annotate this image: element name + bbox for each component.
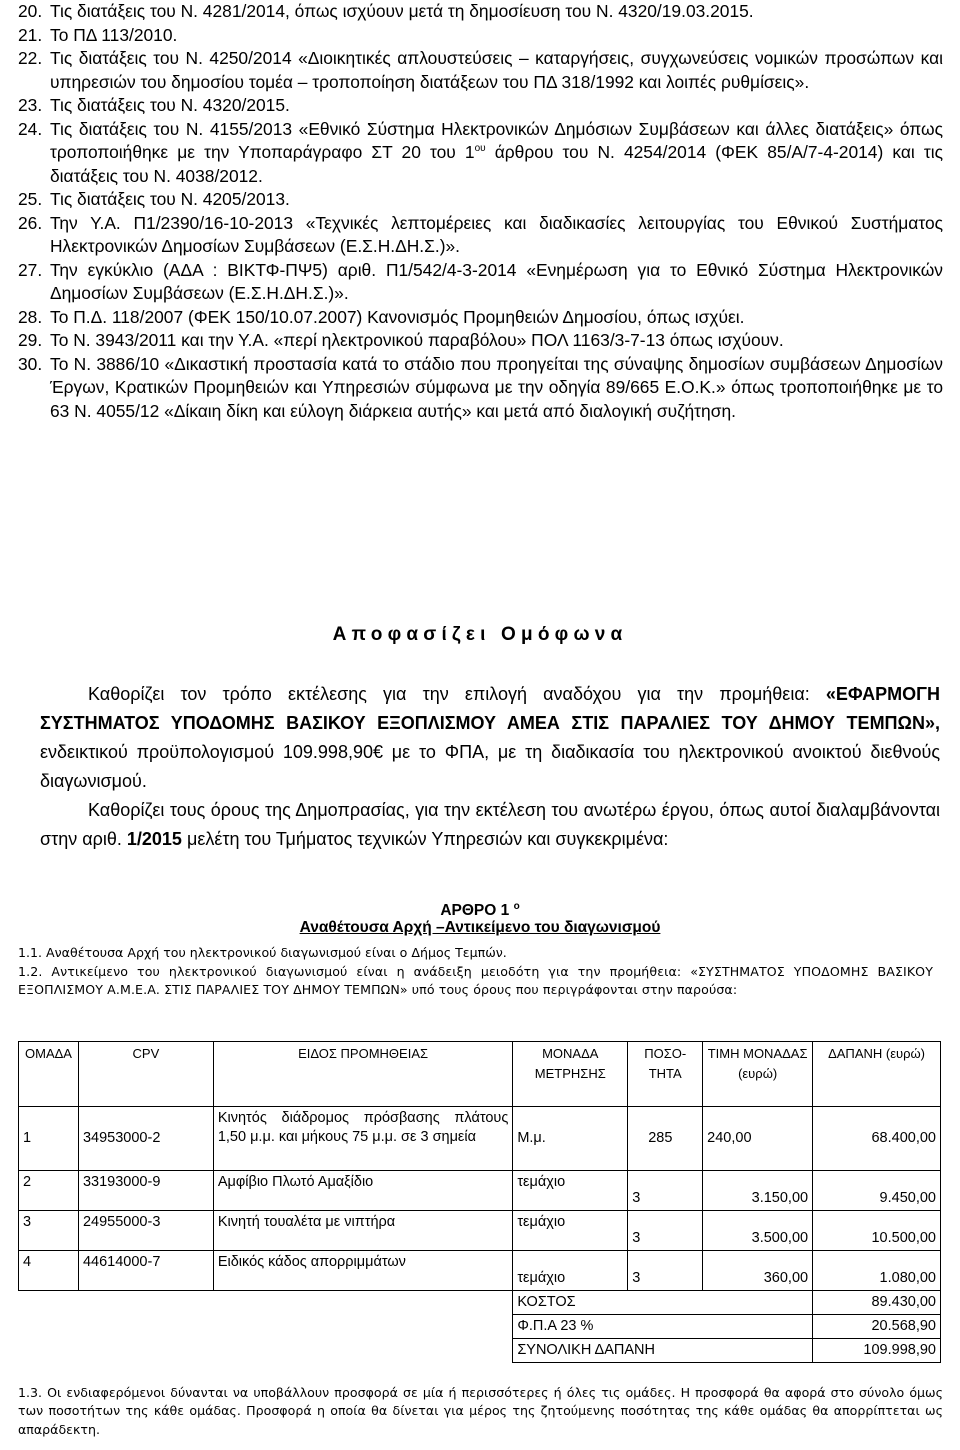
header-cpv: CPV [78, 1042, 213, 1107]
decision-paragraph-2: Καθορίζει τους όρους της Δημοπρασίας, για την εκτέλεση του ανωτέρω έργου, όπως αυτοί διαλαμβάνονται στην αριθ. 1/2015 μελέτη του Τμήματος τεχνικών Υπηρεσιών και συγκεκριμένα: [40, 800, 940, 849]
table-row: 2 33193000-9 Αμφίβιο Πλωτό Αμαξίδιο τεμάχιο 3 3.150,00 9.450,00 [19, 1171, 941, 1211]
article-paragraph-1-3: 1.3. Οι ενδιαφερόμενοι δύνανται να υποβάλλουν προσφορά σε μία ή περισσότερες ή όλες τις ομάδες. Η προσφορά θα αφορά στο σύνολο όμως των ποσοτήτων της κάθε ομάδας. Προσφορά η οποία θα δίνεται για μέρος της ζητούμενης ποσότητας της κάθε ομάδας θα απορρίπτεται ως απαράδεκτη. [18, 1385, 943, 1437]
article-paragraph-1-1: 1.1. Αναθέτουσα Αρχή του ηλεκτρονικού διαγωνισμού είναι ο Δήμος Τεμπών. [18, 945, 507, 960]
header-group: ΟΜΑΔΑ [19, 1042, 79, 1107]
reference-item: 26. Την Υ.Α. Π1/2390/16-10-2013 «Τεχνικές λεπτομέρειες και διαδικασίες λειτουργίας του Εθνικού Συστήματος Ηλεκτρονικών Δημοσίων Συμβάσεων (Ε.Σ.Η.ΔΗ.Σ.)». [18, 212, 943, 256]
reference-item: 22. Τις διατάξεις του Ν. 4250/2014 «Διοικητικές απλουστεύσεις – καταργήσεις, συγχωνεύσεις νομικών προσώπων και υπηρεσιών του δημοσίου τομέα – τροποποίηση διατάξεων του ΠΔ 318/1992 και λοιπές ρυθμίσεις». [18, 48, 943, 92]
reference-item: 20. Τις διατάξεις του Ν. 4281/2014, όπως ισχύουν μετά τη δημοσίευση του Ν. 4320/19.03.2015. [18, 1, 754, 21]
total-row: ΚΟΣΤΟΣ 89.430,00 [19, 1291, 941, 1315]
table-header-row [19, 1042, 941, 1107]
reference-item: 27. Την εγκύκλιο (ΑΔΑ : ΒΙΚΤΦ-ΠΨ5) αριθ. Π1/542/4-3-2014 «Ενημέρωση για το Εθνικό Σύστημα Ηλεκτρονικών Δημοσίων Συμβάσεων (Ε.Σ.Η.ΔΗ.Σ.)». [18, 259, 943, 303]
decision-paragraph-1: Καθορίζει τον τρόπο εκτέλεσης για την επιλογή αναδόχου για την προμήθεια: «ΕΦΑΡΜΟΓΗ ΣΥΣΤΗΜΑΤΟΣ ΥΠΟΔΟΜΗΣ ΒΑΣΙΚΟΥ ΕΞΟΠΛΙΣΜΟΥ ΑΜΕΑ ΣΤΙΣ ΠΑΡΑΛΙΕΣ ΤΟΥ ΔΗΜΟΥ ΤΕΜΠΩΝ», ενδεικτικού προϋπολογισμού 109.998,90€ με το ΦΠΑ, με τη διαδικασία του ηλεκτρονικού ανοικτού διεθνούς διαγωνισμού. [40, 684, 940, 791]
reference-item: 30. Το Ν. 3886/10 «Δικαστική προστασία κατά το στάδιο που προηγείται της σύναψης δημοσίων συμβάσεων Δημοσίων Έργων, Κρατικών Προμηθειών και Υπηρεσιών σύμφωνα με την οδηγία 89/665 Ε.Ο.Κ.» όπως τροποποιήθηκε με το 63 Ν. 4055/12 «Δίκαιη δίκη και εύλογη διάρκεια αυτής» και μετά από διαλογική συζήτηση. [18, 353, 943, 421]
reference-item: 25. Τις διατάξεις του Ν. 4205/2013. [18, 189, 290, 209]
header-qty: ΠΟΣΟ-ΤΗΤΑ [628, 1042, 703, 1107]
legal-references-list [18, 0, 943, 423]
table-row: 4 44614000-7 Ειδικός κάδος απορριμμάτων τεμάχιο 3 360,00 1.080,00 [19, 1251, 941, 1291]
decision-text [40, 680, 940, 854]
decision-heading: Αποφασίζει Ομόφωνα [332, 624, 628, 645]
reference-item: 29. Το Ν. 3943/2011 και την Υ.Α. «περί ηλεκτρονικού παραβόλου» ΠΟΛ 1163/3-7-13 όπως ισχύουν. [18, 330, 784, 350]
article-paragraph-1-2: 1.2. Αντικείμενο του ηλεκτρονικού διαγωνισμού είναι η ανάδειξη μειοδότη για την προμήθεια: «ΣΥΣΤΗΜΑΤΟΣ ΥΠΟΔΟΜΗΣ ΒΑΣΙΚΟΥ ΕΞΟΠΛΙΣΜΟΥ Α.Μ.Ε.Α. ΣΤΙΣ ΠΑΡΑΛΙΕΣ ΤΟΥ ΔΗΜΟΥ ΤΕΜΠΩΝ» υπό τους όρους που περιγράφονται στην παρούσα: [18, 963, 933, 997]
header-item: ΕΙΔΟΣ ΠΡΟΜΗΘΕΙΑΣ [213, 1042, 513, 1107]
total-row: ΣΥΝΟΛΙΚΗ ΔΑΠΑΝΗ 109.998,90 [19, 1339, 941, 1363]
reference-item: 28. Το Π.Δ. 118/2007 (ΦΕΚ 150/10.07.2007) Κανονισμός Προμηθειών Δημοσίου, όπως ισχύει. [18, 306, 745, 327]
reference-item: 24. Τις διατάξεις του Ν. 4155/2013 «Εθνικό Σύστημα Ηλεκτρονικών Δημόσιων Συμβάσεων και άλλες διατάξεις» όπως τροποποιήθηκε με την Υποπαράγραφο ΣΤ 20 του $1^{o\upsilon}$ άρθρου του Ν. 4254/2014 (ΦΕΚ 85/Α/7-4-2014) και τις διατάξεις του Ν. 4038/2012. [18, 118, 943, 186]
table-row: 1 34953000-2 Κινητός διάδρομος πρόσβασης πλάτους 1,50 μ.μ. και μήκους 75 μ.μ. σε 3 σημεία Μ.μ. 285 240,00 68.400,00 [19, 1107, 941, 1171]
total-row: Φ.Π.Α 23 % 20.568,90 [19, 1315, 941, 1339]
article-title: ΑΡΘΡΟ 1 $^o$ [440, 900, 520, 919]
supply-items-table [18, 1041, 941, 1363]
header-unit: ΜΟΝΑΔΑ ΜΕΤΡΗΣΗΣ [513, 1042, 628, 1107]
article-body [18, 944, 933, 1000]
article-subtitle: Αναθέτουσα Αρχή –Αντικείμενο του διαγωνισμού [299, 919, 661, 936]
header-price: ΤΙΜΗ ΜΟΝΑΔΑΣ (ευρώ) [703, 1042, 813, 1107]
reference-item: 21. Το ΠΔ 113/2010. [18, 24, 178, 45]
table-row: 3 24955000-3 Κινητή τουαλέτα με νιπτήρα τεμάχιο 3 3.500,00 10.500,00 [19, 1211, 941, 1251]
header-cost: ΔΑΠΑΝΗ (ευρώ) [813, 1042, 941, 1107]
reference-item: 23. Τις διατάξεις του Ν. 4320/2015. [18, 95, 290, 115]
